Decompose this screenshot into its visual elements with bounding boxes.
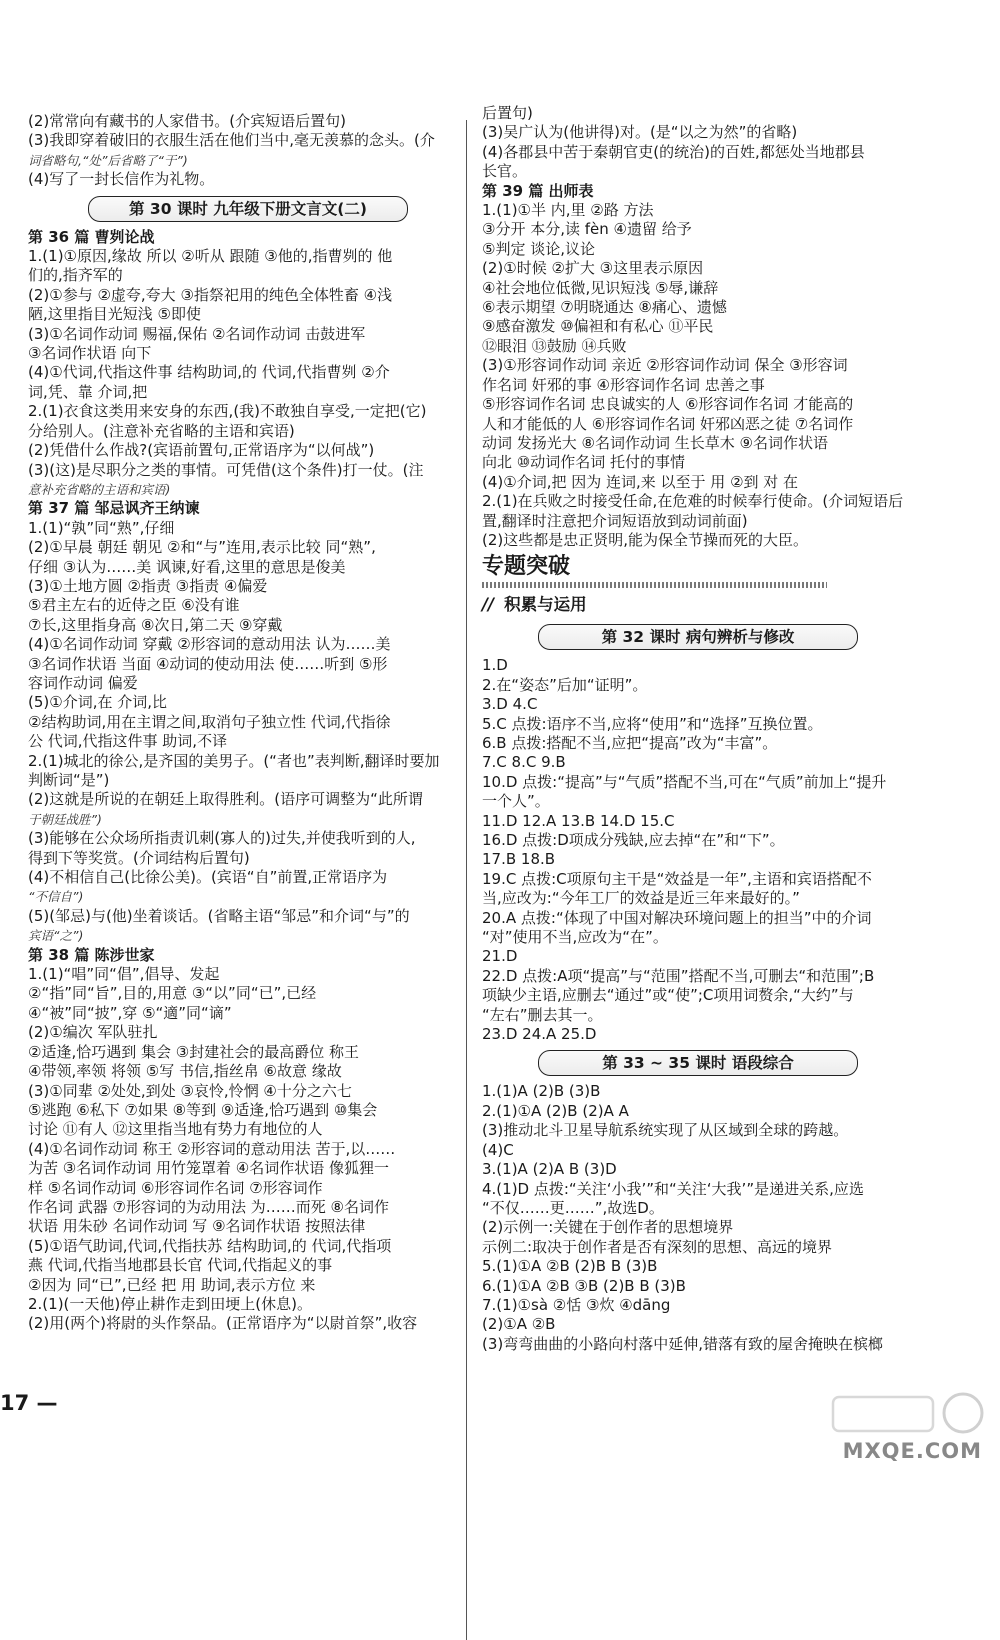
answer-line: (4)①介词,把 因为 连词,来 以至于 用 ②到 对 在 (482, 472, 799, 491)
answer-line: 一个人”。 (482, 792, 550, 811)
answer-line: (2)凭借什么作战?(宾语前置句,正常语序为“以何战”) (28, 441, 375, 460)
answer-line: (3)①同辈 ②处处,到处 ③哀怜,怜惘 ④十分之六七 (28, 1081, 352, 1100)
answer-line: 们的,指齐军的 (28, 266, 123, 285)
lesson-banner: 第 33 ~ 35 课时 语段综合 (538, 1050, 858, 1076)
answer-line: “不仅……更……”,故选D。 (482, 1198, 664, 1217)
answer-line: 11.D 12.A 13.B 14.D 15.C (482, 811, 675, 830)
answer-line: 2.(1)(一天他)停止耕作走到田埂上(休息)。 (28, 1294, 312, 1313)
answer-line: ③分开 本分,读 fèn ④遗留 给予 (482, 220, 692, 239)
answer-line: ③名词作状语 当面 ④动词的使动用法 使……听到 ⑤形 (28, 654, 388, 673)
answer-line: 1.(1)①原因,缘故 所以 ②听从 跟随 ③他的,指曹刿的 他 (28, 247, 393, 266)
answer-line: (4)①代词,代指这件事 结构助词,的 代词,代指曹刿 ②介 (28, 363, 390, 382)
answer-line: 状语 用朱砂 名词作动词 写 ⑨名词作状语 按照法律 (28, 1217, 366, 1236)
answer-line: 7.C 8.C 9.B (482, 753, 566, 772)
answer-line: ⑤形容词作名词 忠良诚实的人 ⑥形容词作名词 才能高的 (482, 395, 854, 414)
answer-line: (4)①名词作动词 称王 ②形容词的意动用法 苦于,以…… (28, 1139, 396, 1158)
answer-line: ⑤逃跑 ⑥私下 ⑦如果 ⑧等到 ⑨适逢,恰巧遇到 ⑩集会 (28, 1100, 378, 1119)
answer-line: 1.(1)“孰”同“熟”,仔细 (28, 518, 175, 537)
answer-line: (3)①名词作动词 赐福,保佑 ②名词作动词 击鼓进军 (28, 324, 366, 343)
answer-line: 1.(1)①半 内,里 ②路 方法 (482, 201, 654, 220)
answer-line: 仔细 ③认为……美 讽谏,好看,这里的意思是俊美 (28, 557, 346, 576)
answer-line: 作名词 武器 ⑦形容词的为动用法 为……而死 ⑧名词作 (28, 1197, 389, 1216)
answer-line: 作名词 奸邪的事 ④形容词作名词 忠善之事 (482, 375, 765, 394)
answer-line: ⑦长,这里指身高 ⑧次日,第二天 ⑨穿戴 (28, 615, 283, 634)
right-column (482, 104, 912, 1354)
lesson-banner: 第 30 课时 九年级下册文言文(二) (88, 196, 408, 222)
answer-line: 6.(1)①A ②B ③B (2)B B (3)B (482, 1276, 686, 1295)
answer-line: 为苦 ③名词作动词 用竹笼罩着 ④名词作状语 像狐狸一 (28, 1159, 389, 1178)
answer-line: 意补充省略的主语和宾语) (28, 481, 171, 497)
answer-line: 陋,这里指目光短浅 ⑤即使 (28, 305, 201, 324)
answer-line: (2)①时候 ②扩大 ③这里表示原因 (482, 259, 704, 278)
answer-line: (3)能够在公众场所指责讥刺(寡人的)过失,并使我听到的人, (28, 829, 416, 848)
answer-line: 得到下等奖赏。(介词结构后置句) (28, 848, 250, 867)
answer-line: 示例二:取决于创作者是否有深刻的思想、高远的境界 (482, 1237, 833, 1256)
answer-line: 项缺少主语,应删去“通过”或“使”;C项用词赘余,“大约”与 (482, 986, 854, 1005)
slash-mark: // (482, 595, 495, 615)
answer-line: ④社会地位低微,见识短浅 ⑤辱,谦辞 (482, 278, 719, 297)
answer-line: 长官。 (482, 162, 528, 181)
answer-line: (2)这就是所说的在朝廷上取得胜利。(语序可调整为“此所谓 (28, 790, 423, 809)
answer-line: 5.C 点拨:语序不当,应将“使用”和“选择”互换位置。 (482, 714, 823, 733)
answer-line: ⑨感奋激发 ⑩偏袒和有私心 ⑪平民 (482, 317, 714, 336)
answer-line: 讨论 ⑪有人 ⑫这里指当地有势力有地位的人 (28, 1120, 323, 1139)
answer-line: 样 ⑤名词作动词 ⑥形容词作名词 ⑦形容词作 (28, 1178, 323, 1197)
answer-line: 宾语“之”) (28, 928, 84, 944)
answer-line: (2)这些都是忠正贤明,能为保全节操而死的大臣。 (482, 530, 809, 549)
answer-line: 于朝廷战胜”) (28, 811, 102, 827)
answer-line: 公 代词,代指这件事 助词,不译 (28, 732, 228, 751)
answer-line: (3)我即穿着破旧的衣服生活在他们当中,毫无羡慕的念头。(介 (28, 131, 435, 150)
answer-line: (2)示例一:关键在于创作者的思想境界 (482, 1218, 734, 1237)
answer-line: 人和才能低的人 ⑥形容词作名词 奸邪凶恶之徒 ⑦名词作 (482, 414, 854, 433)
answer-line: 词省略句,“处”后省略了“于”) (28, 152, 188, 168)
answer-line: 置,翻译时注意把介词短语放到动词前面) (482, 511, 748, 530)
answer-line: 3.D 4.C (482, 695, 538, 714)
answer-line: 5.(1)①A ②B (2)B B (3)B (482, 1257, 658, 1276)
answer-line: (2)用(两个)将尉的头作祭品。(正常语序为“以尉首祭”,收容 (28, 1314, 418, 1333)
answer-line: ④带领,率领 将领 ⑤写 书信,指丝帛 ⑥故意 缘故 (28, 1062, 342, 1081)
answer-line: (4)各郡县中苦于秦朝官吏(的统治)的百姓,都惩处当地郡县 (482, 142, 865, 161)
answer-line: (3)(这)是尽职分之类的事情。可凭借(这个条件)打一仗。(注 (28, 460, 424, 479)
article-heading: 第 38 篇 陈涉世家 (28, 945, 155, 964)
answer-line: 22.D 点拨:A项“提高”与“范围”搭配不当,可删去“和范围”;B (482, 966, 875, 985)
answer-line: 2.(1)衣食这类用来安身的东西,(我)不敢独自享受,一定把(它) (28, 402, 427, 421)
answer-line: 23.D 24.A 25.D (482, 1025, 597, 1044)
page-number: 17 — (0, 1391, 58, 1415)
answer-line: 燕 代词,代指当地郡县长官 代词,代指起义的事 (28, 1256, 333, 1275)
answer-line: (4)C (482, 1140, 514, 1159)
subsection-label: 积累与运用 (504, 595, 587, 615)
answer-line: 向北 ⑩动词作名词 托付的事情 (482, 453, 685, 472)
answer-line: (4)不相信自己(比徐公美)。(宾语“自”前置,正常语序为 (28, 868, 388, 887)
answer-line: (3)①土地方圆 ②指责 ③指责 ④偏爱 (28, 576, 268, 595)
answer-line: ⑫眼泪 ⑬鼓励 ⑭兵败 (482, 336, 627, 355)
answer-line: (2)①A ②B (482, 1315, 556, 1334)
answer-line: (3)弯弯曲曲的小路向村落中延伸,错落有致的屋舍掩映在槟榔 (482, 1334, 884, 1353)
answer-line: ③名词作状语 向下 (28, 344, 152, 363)
answer-line: ②结构助词,用在主谓之间,取消句子独立性 代词,代指徐 (28, 712, 391, 731)
answer-line: ②“指”同“旨”,目的,用意 ③“以”同“已”,已经 (28, 984, 317, 1003)
answer-line: 21.D (482, 947, 518, 966)
answer-line: 20.A 点拨:“体现了中国对解决环境问题上的担当”中的介词 (482, 908, 872, 927)
article-heading: 第 36 篇 曹刿论战 (28, 227, 155, 246)
answer-line: 当,应改为:“今年工厂的效益是近三年来最好的。” (482, 889, 800, 908)
answer-line: “不信自”) (28, 889, 84, 905)
answer-line: 后置句) (482, 104, 533, 122)
answer-line: 判断词“是”) (28, 771, 110, 789)
answer-line: 3.(1)A (2)A B (3)D (482, 1160, 617, 1179)
answer-line: (4)写了一封长信作为礼物。 (28, 170, 215, 189)
section-title: 专题突破 (482, 554, 571, 580)
answer-line: 2.在“姿态”后加“证明”。 (482, 675, 648, 694)
answer-line: (2)常常向有藏书的人家借书。(介宾短语后置句) (28, 112, 346, 130)
lesson-banner: 第 32 课时 病句辨析与修改 (538, 624, 858, 650)
answer-line: 17.B 18.B (482, 850, 556, 869)
answer-line: (2)①编次 军队驻扎 (28, 1023, 158, 1042)
left-column (28, 112, 458, 1334)
answer-line: (2)①早晨 朝廷 朝见 ②和“与”连用,表示比较 同“熟”, (28, 538, 376, 557)
answer-line: ④“被”同“披”,穿 ⑤“適”同“谪” (28, 1003, 232, 1022)
answer-line: 7.(1)①sà ②恬 ③炊 ④dāng (482, 1295, 671, 1314)
answer-line: (3)①形容词作动词 亲近 ②形容词作动词 保全 ③形容词 (482, 356, 848, 375)
column-divider (466, 120, 467, 1640)
answer-line: 2.(1)城北的徐公,是齐国的美男子。(“者也”表判断,翻译时要加 (28, 751, 440, 770)
answer-line: (5)①语气助词,代词,代指扶苏 结构助词,的 代词,代指项 (28, 1236, 392, 1255)
answer-line: (2)①参与 ②虚夸,夸大 ③指祭祀用的纯色全体牲畜 ④浅 (28, 285, 393, 304)
answer-line: “左右”删去其一。 (482, 1005, 603, 1024)
answer-line: 4.(1)D 点拨:“关注‘小我’”和“关注‘大我’”是递进关系,应选 (482, 1179, 864, 1198)
watermark-text: MXQE.COM (842, 1439, 982, 1463)
answer-line: 2.(1)在兵败之时接受任命,在危难的时候奉行使命。(介词短语后 (482, 492, 904, 511)
answer-line: 1.(1)“唱”同“倡”,倡导、发起 (28, 965, 220, 984)
answer-line: ②因为 同“已”,已经 把 用 助词,表示方位 来 (28, 1275, 316, 1294)
section-rule (482, 582, 827, 588)
answer-line: 容词作动词 偏爱 (28, 673, 138, 692)
answer-line: 词,凭、靠 介词,把 (28, 382, 148, 401)
answer-line: 10.D 点拨:“提高”与“气质”搭配不当,可在“气质”前加上“提升 (482, 772, 887, 791)
answer-line: ⑥表示期望 ⑦明晓通达 ⑧痛心、遗憾 (482, 298, 727, 317)
answer-line: ②适逢,恰巧遇到 集会 ③封建社会的最高爵位 称王 (28, 1042, 359, 1061)
answer-line: (3)推动北斗卫星导航系统实现了从区域到全球的跨越。 (482, 1121, 849, 1140)
answer-line: ⑤判定 谈论,议论 (482, 239, 595, 258)
answer-line: 动词 发扬光大 ⑧名词作动词 生长草木 ⑨名词作状语 (482, 433, 828, 452)
answer-line: 6.B 点拨:搭配不当,应把“提高”改为“丰富”。 (482, 733, 778, 752)
answer-line: 分给别人。(注意补充省略的主语和宾语) (28, 421, 295, 440)
answer-line: 16.D 点拨:D项成分残缺,应去掉“在”和“下”。 (482, 831, 785, 849)
answer-line: 1.D (482, 656, 508, 675)
answer-line: 2.(1)①A (2)B (2)A A (482, 1101, 629, 1120)
answer-line: 1.(1)A (2)B (3)B (482, 1082, 601, 1101)
answer-line: (4)①名词作动词 穿戴 ②形容词的意动用法 认为……美 (28, 635, 391, 654)
answer-line: (5)①介词,在 介词,比 (28, 693, 167, 712)
subsection-title (482, 592, 912, 618)
answer-line: 19.C 点拨:C项原句主干是“效益是一年”,主语和宾语搭配不 (482, 869, 872, 888)
answer-line: ⑤君主左右的近侍之臣 ⑥没有谁 (28, 596, 240, 615)
answer-line: (3)吴广认为(他讲得)对。(是“以之为然”的省略) (482, 123, 798, 142)
answer-line: “对”使用不当,应改为“在”。 (482, 928, 668, 947)
article-heading: 第 37 篇 邹忌讽齐王纳谏 (28, 499, 200, 518)
answer-line: (5)(邹忌)与(他)坐着谈话。(省略主语“邹忌”和介词“与”的 (28, 906, 410, 925)
article-heading: 第 39 篇 出师表 (482, 181, 594, 200)
